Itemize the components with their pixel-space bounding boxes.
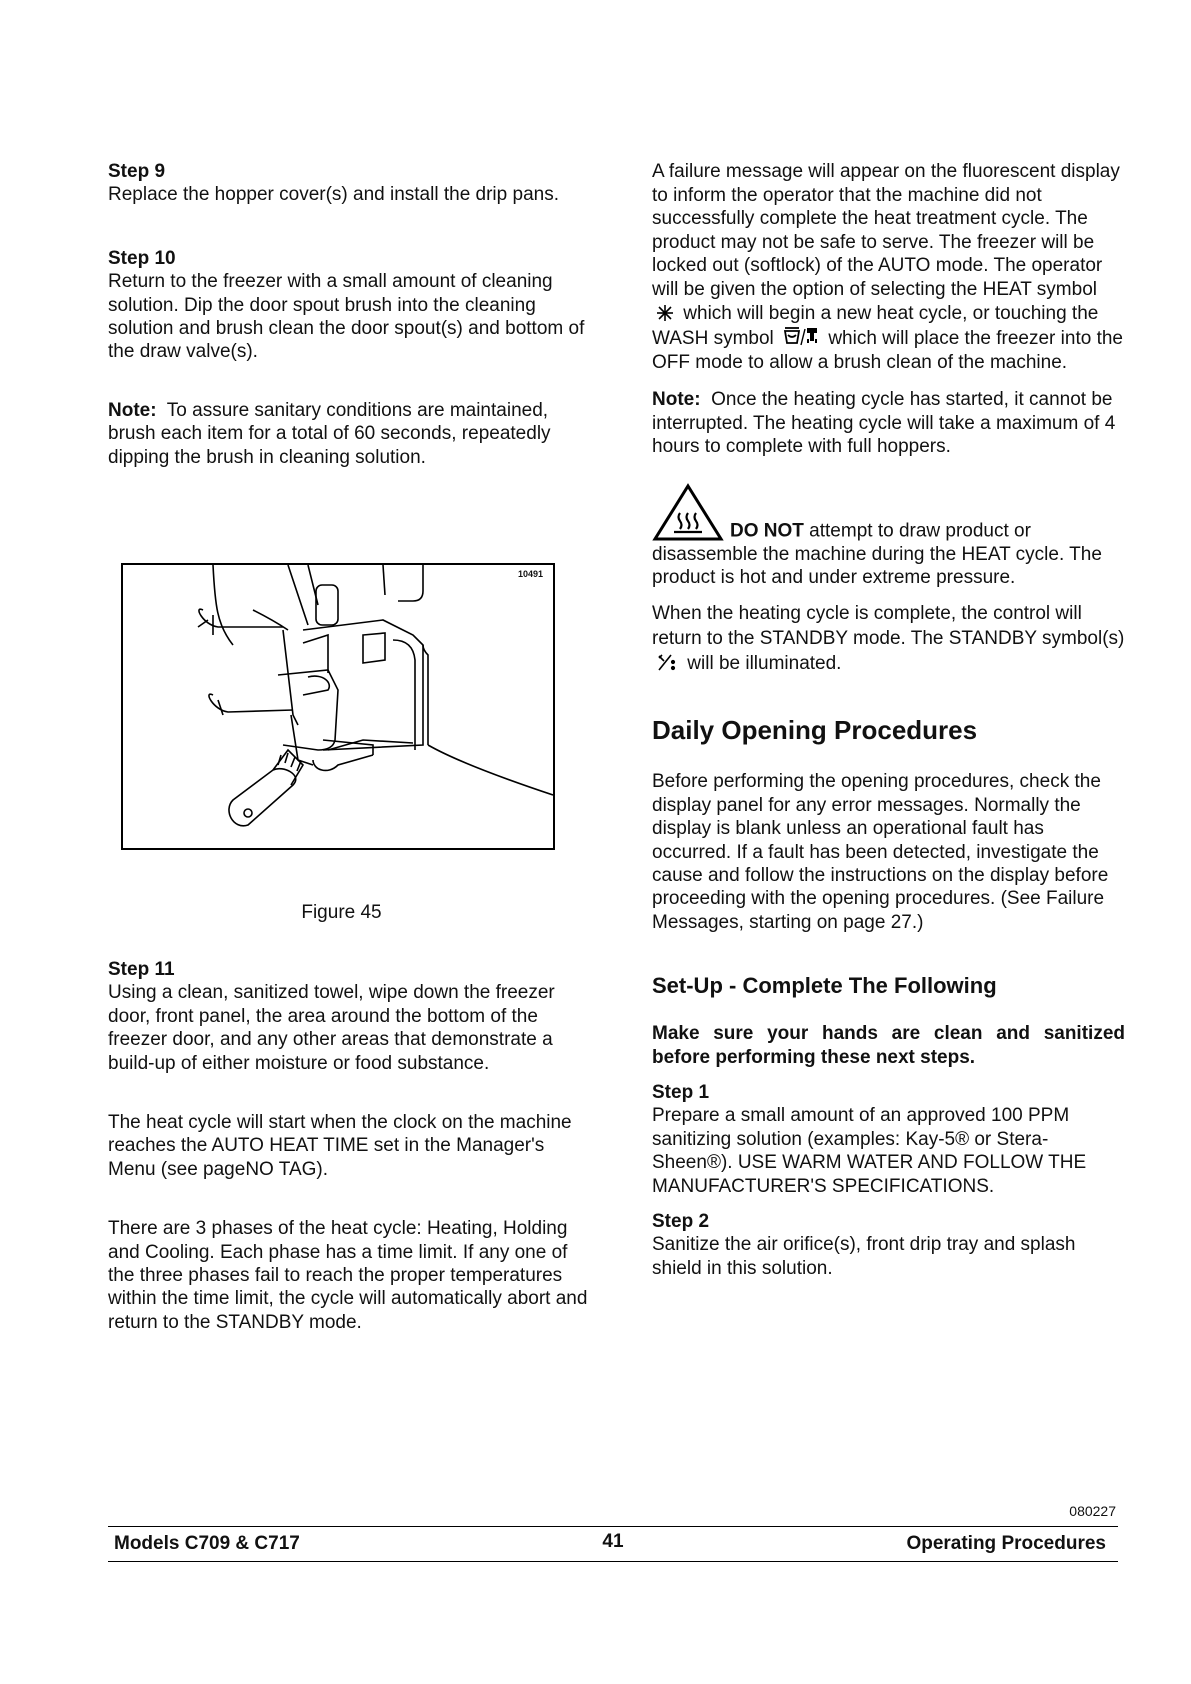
setup-step2-text: Sanitize the air orifice(s), front drip tray and splash shield in this solution. [652, 1234, 1076, 1279]
standby-icon [656, 652, 678, 672]
heat-icon [656, 304, 674, 322]
do-not-label: DO NOT [730, 520, 804, 542]
step10-heading: Step 10 [108, 247, 176, 269]
setup-title: Set-Up - Complete The Following [652, 973, 997, 999]
setup-step1-text: Prepare a small amount of an approved 100 PPM sanitizing solution (examples: Kay-5® or Stera-Sheen®). USE WARM WATER AND FOLLOW THE MANUFACTURER'S SPECIFICATIONS. [652, 1105, 1087, 1197]
left-column-lower [108, 958, 588, 1334]
setup-warning: Make sure your hands are clean and sanitized before performing these next steps. [652, 1023, 1125, 1068]
step10-text: Return to the freezer with a small amount of cleaning solution. Dip the door spout brush into the cleaning solution and brush clean the door spout(s) and bottom of the draw valve(s). [108, 271, 585, 363]
document-code: 080227 [1069, 1503, 1116, 1519]
note2 [652, 388, 1125, 458]
heat-phases-paragraph: There are 3 phases of the heat cycle: Heating, Holding and Cooling. Each phase has a time limit. If any one of the three phases fail to reach the proper temperatures within the time limit, the cycle will automatically abort and return to the STANDBY mode. [108, 1218, 588, 1333]
footer-models: Models C709 & C717 [114, 1533, 300, 1554]
note1-text: To assure sanitary conditions are maintained, brush each item for a total of 60 seconds, repeatedly dipping the brush in cleaning solution. [108, 399, 551, 468]
step11-text: Using a clean, sanitized towel, wipe down the freezer door, front panel, the area around the bottom of the freezer door, and any other areas that demonstrate a build-up of either moisture or food substance. [108, 982, 555, 1074]
daily-opening-text: Before performing the opening procedures, check the display panel for any error messages. Normally the display is blank unless an operational fault has occurred. If a fault has been detected, investigate the cause and follow the instructions on the display before proceeding with the opening procedures. (See Failure Messages, starting on page 27.) [652, 771, 1109, 933]
hot-surface-warning-icon [652, 483, 724, 543]
failure-message-paragraph: A failure message will appear on the fluorescent display to inform the operator that the machine did not successfully complete the heat treatment cycle. The product may not be safe to serve. The freezer will be locked out (softlock) of the AUTO mode. The operator will be given the option of selecting the HEAT symbol which will begin a new heat cycle, or touching the WASH symbol which will place the freezer into the OFF mode to allow a brush clean of the machine. [652, 161, 1123, 373]
standby-paragraph: When the heating cycle is complete, the control will return to the STANDBY mode. The STANDBY symbol(s) will be illuminated. [652, 603, 1125, 675]
footer-section: Operating Procedures [906, 1533, 1106, 1554]
setup-step2-heading: Step 2 [652, 1211, 710, 1233]
step9-heading: Step 9 [108, 161, 166, 182]
left-column [108, 160, 588, 469]
figure-45-illustration [121, 563, 555, 850]
note1-label: Note: [108, 399, 157, 421]
step11-heading: Step 11 [108, 959, 175, 980]
page-number: 41 [602, 1531, 624, 1552]
note2-label: Note: [652, 389, 701, 411]
setup-step1-heading: Step 1 [652, 1082, 710, 1104]
warning-text: attempt to draw product or disassemble the machine during the HEAT cycle. The product is hot and under extreme pressure. [652, 520, 1102, 588]
figure-caption: Figure 45 [301, 902, 382, 923]
heat-cycle-paragraph: The heat cycle will start when the clock on the machine reaches the AUTO HEAT TIME set in the Manager's Menu (see pageNO TAG). [108, 1112, 572, 1180]
right-column [652, 160, 1125, 1280]
page-footer [108, 1526, 1118, 1562]
door-spout-brush-drawing [123, 565, 553, 848]
step9-text: Replace the hopper cover(s) and install the drip pans. [108, 184, 559, 206]
note2-text: Once the heating cycle has started, it cannot be interrupted. The heating cycle will take a maximum of 4 hours to complete with full hoppers. [652, 389, 1116, 458]
do-not-warning [652, 483, 1125, 590]
daily-opening-title: Daily Opening Procedures [652, 715, 978, 746]
note1 [108, 399, 588, 469]
wash-icon [783, 325, 819, 347]
figure-number: 10491 [517, 569, 543, 579]
